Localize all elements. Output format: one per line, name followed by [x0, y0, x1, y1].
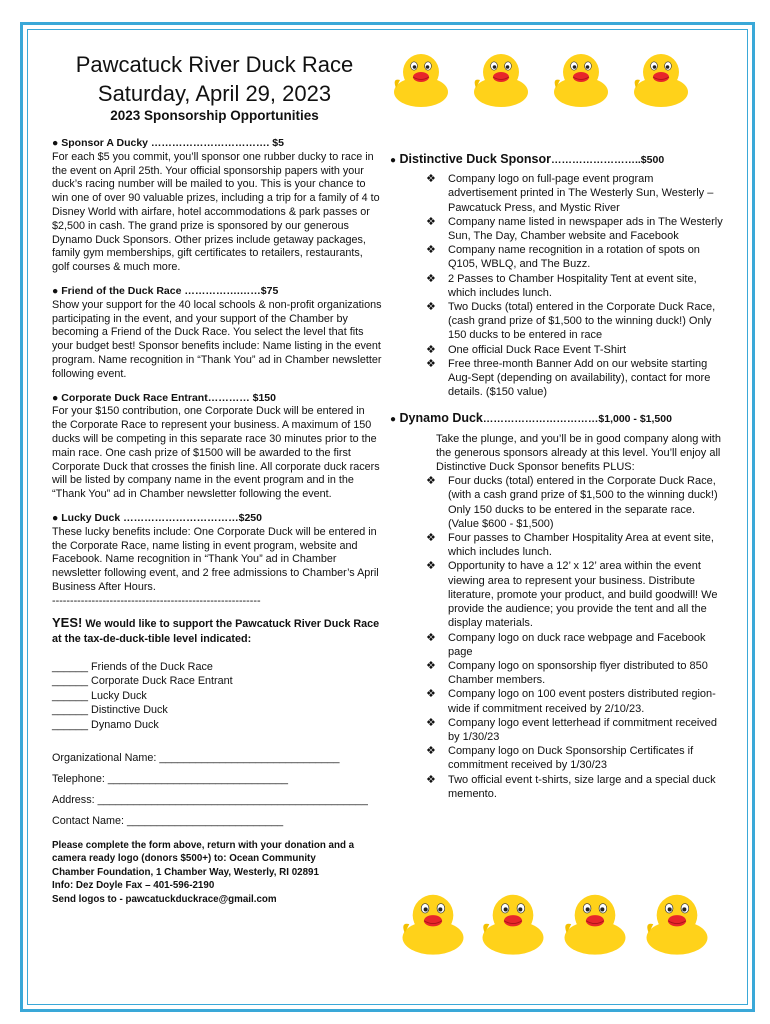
- distinctive-header: [390, 152, 725, 168]
- distinctive-benefits: [426, 172, 725, 399]
- divider: ----------------------------------------------------------: [52, 594, 261, 607]
- corporate-section: [52, 392, 382, 502]
- closing-line: Please complete the form above, return with your donation and a: [52, 840, 355, 851]
- list-item: ❖ Company logo on duck race webpage and Facebook page: [426, 631, 706, 658]
- sponsor-ducky-header: ● Sponsor A Ducky ……………………………. $5: [52, 137, 284, 149]
- form-fields: [52, 751, 382, 835]
- sponsor-ducky-body: For each $5 you commit, you’ll sponsor one rubber ducky to race in the event on April 25th. Your official sponsorship papers with your duck’s racing number will be mailed to you. This is your chance to win one of over 90 valuable prizes, including a trip for a family of 4 to Disney World with airfare, hotel accommodations & park passes or $2,500 in cash. The grand prize is sponsored by our generous Dynamo Duck Sponsors. Other prizes include getaway packages, family gym memberships, gift certificates to retailers, restaurants, golf courses & much more.: [52, 150, 380, 274]
- level-option-friends[interactable]: ______ Friends of the Duck Race: [52, 660, 213, 673]
- distinctive-level: ……………………..$500: [550, 154, 665, 166]
- yes-statement: [52, 615, 382, 647]
- closing-instructions: [52, 839, 382, 906]
- dynamo-intro: Take the plunge, and you’ll be in good company along with the generous sponsors already at this level. You’ll enjoy all Distinctive Duck Sponsor benefits PLUS:: [436, 432, 721, 474]
- friend-header: ● Friend of the Duck Race …………….……$75: [52, 284, 279, 297]
- diamond-bullet-icon: ❖: [426, 688, 436, 701]
- diamond-bullet-icon: ❖: [426, 745, 436, 758]
- diamond-bullet-icon: ❖: [426, 475, 436, 488]
- diamond-bullet-icon: ❖: [426, 659, 436, 672]
- yes-text: We would like to support the Pawcatuck River Duck Race at the tax-de-duck-tible level indicated:: [52, 617, 380, 645]
- rubber-duck-icon: [470, 48, 532, 110]
- list-item: ❖ Four ducks (total) entered in the Corporate Duck Race, (with a cash grand prize of $1,500 to the winning duck!) Only 150 ducks to be entered in the separate race. (Value $600 - $1,500): [426, 475, 718, 530]
- rubber-duck-icon: [630, 48, 692, 110]
- rubber-duck-icon: [390, 48, 452, 110]
- closing-line: camera ready logo (donors $500+) to: Ocean Community: [52, 853, 316, 865]
- corporate-body: For your $150 contribution, one Corporate Duck will be entered in the Corporate Race to represent your business. A maximum of 150 ducks will be competing in this separate race 30 minutes prior to the main race. One cash prize of $1500 will be awarded to the first Corporate Duck that crosses the finish line. All corporate duck racers will be listed by company name in the event program and in the “Thank You” ad in Chamber newsletter following the event.: [52, 405, 380, 501]
- rubber-duck-icon: [550, 48, 612, 110]
- dynamo-title: Dynamo Duck: [399, 411, 483, 426]
- rubber-duck-icon: [398, 888, 468, 958]
- friend-body: Show your support for the 40 local schools & non-profit organizations participating in the event, and your support of the Chamber by becoming a Friend of the Duck Race. You select the level that fits your budget best! Sponsor benefits include: Name listing in the event program. Name recognition in “Thank You” ad in Chamber newsletter following event.: [52, 298, 382, 380]
- level-options: [52, 661, 382, 734]
- diamond-bullet-icon: ❖: [426, 215, 436, 228]
- diamond-bullet-icon: ❖: [426, 244, 436, 257]
- closing-email: Send logos to - pawcatuckduckrace@gmail.com: [52, 893, 277, 905]
- friend-section: [52, 285, 382, 382]
- list-item: ❖ Four passes to Chamber Hospitality Area at event site, which includes lunch.: [426, 532, 714, 559]
- diamond-bullet-icon: ❖: [426, 173, 436, 186]
- level-option-distinctive[interactable]: ______ Distinctive Duck: [52, 704, 168, 716]
- closing-line: Chamber Foundation, 1 Chamber Way, Westerly, RI 02891: [52, 866, 319, 878]
- list-item: ❖ Company logo on 100 event posters distributed region-wide if commitment received by 2/10/23.: [426, 688, 716, 715]
- lucky-body: These lucky benefits include: One Corporate Duck will be entered in the Corporate Race, name listing in event program, website and Facebook. Name recognition in “Thank You” ad in Chamber newsletter following event, and 2 free admissions to Chamber’s April Business After Hours.: [52, 525, 379, 593]
- sponsor-ducky-section: [52, 137, 382, 275]
- level-option-dynamo[interactable]: ______ Dynamo Duck: [52, 718, 159, 731]
- list-item: ❖ Company logo on full-page event program advertisement printed in The Westerly Sun, Westerly – Pawcatuck Press, and Mystic River: [426, 173, 714, 214]
- title-line-2: Saturday, April 29, 2023: [97, 81, 332, 106]
- organization-name-field[interactable]: Organizational Name: ______________________________: [52, 752, 340, 764]
- dynamo-header: [390, 411, 725, 427]
- contact-name-field[interactable]: Contact Name: __________________________: [52, 815, 284, 827]
- address-field[interactable]: Address: _____________________________________________: [52, 794, 368, 806]
- title-line-1: Pawcatuck River Duck Race: [75, 52, 354, 77]
- list-item: ❖ 2 Passes to Chamber Hospitality Tent at event site, which includes lunch.: [426, 272, 697, 299]
- distinctive-title: Distinctive Duck Sponsor: [399, 152, 551, 166]
- telephone-field[interactable]: Telephone: ______________________________: [52, 773, 288, 785]
- list-item: ❖ Company name recognition in a rotation of spots on Q105, WBLQ, and The Buzz.: [426, 244, 700, 271]
- diamond-bullet-icon: ❖: [426, 631, 436, 644]
- rubber-duck-icon: [642, 888, 712, 958]
- list-item: ❖ Company name listed in newspaper ads in The Westerly Sun, The Day, Chamber website and Facebook: [426, 215, 723, 243]
- rubber-duck-icon: [478, 888, 548, 958]
- list-item: ❖ Company logo event letterhead if commitment received by 1/30/23: [426, 716, 718, 743]
- page-title: [52, 50, 377, 108]
- list-item: ❖ Company logo on Duck Sponsorship Certificates if commitment received by 1/30/23: [426, 745, 694, 772]
- bullet-dot-icon: ●: [390, 414, 397, 426]
- diamond-bullet-icon: ❖: [426, 532, 436, 545]
- left-column: [52, 137, 382, 906]
- list-item: ❖ One official Duck Race Event T-Shirt: [426, 343, 627, 356]
- diamond-bullet-icon: ❖: [426, 773, 436, 786]
- diamond-bullet-icon: ❖: [426, 716, 436, 729]
- list-item: ❖ Two Ducks (total) entered in the Corporate Duck Race, (cash grand prize of $1,500 to the winning duck!) Only 150 ducks to be entered in race: [426, 301, 716, 342]
- right-column: [390, 152, 725, 801]
- diamond-bullet-icon: ❖: [426, 560, 436, 573]
- corporate-header: ● Corporate Duck Race Entrant………… $150: [52, 391, 276, 404]
- rubber-duck-icon: [560, 888, 630, 958]
- lucky-header: ● Lucky Duck ……………………………$250: [52, 511, 262, 524]
- diamond-bullet-icon: ❖: [426, 343, 436, 356]
- dynamo-level: ……………………………$1,000 - $1,500: [482, 413, 672, 426]
- bullet-dot-icon: ●: [390, 155, 397, 166]
- diamond-bullet-icon: ❖: [426, 301, 436, 314]
- diamond-bullet-icon: ❖: [426, 272, 436, 285]
- yes-label: YES!: [52, 614, 83, 630]
- list-item: ❖ Free three-month Banner Add on our website starting Aug-Sept (depending on availability), contact for more details. ($150 value): [426, 357, 711, 399]
- lucky-section: [52, 512, 382, 595]
- dynamo-benefits: [426, 474, 725, 801]
- closing-line: Info: Dez Doyle Fax – 401-596-2190: [52, 880, 215, 892]
- subtitle: 2023 Sponsorship Opportunities: [110, 108, 319, 123]
- level-option-corporate[interactable]: ______ Corporate Duck Race Entrant: [52, 675, 233, 687]
- level-option-lucky[interactable]: ______ Lucky Duck: [52, 689, 147, 702]
- list-item: ❖ Company logo on sponsorship flyer distributed to 850 Chamber members.: [426, 659, 708, 687]
- list-item: ❖ Opportunity to have a 12’ x 12’ area within the event viewing area to represent your business. Distribute literature, promote your product, and build goodwill! We provide the audience; you provide the tent and all the display materials.: [426, 560, 718, 630]
- diamond-bullet-icon: ❖: [426, 357, 436, 370]
- list-item: ❖ Two official event t-shirts, size large and a special duck memento.: [426, 773, 716, 800]
